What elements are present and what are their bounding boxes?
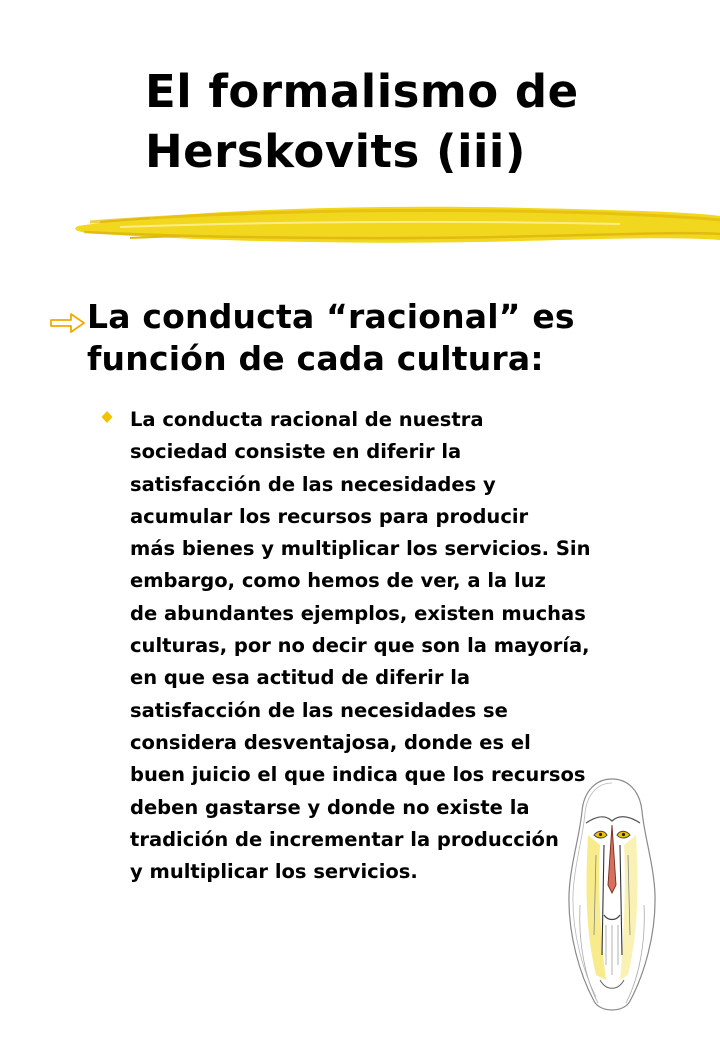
paragraph-line: embargo, como hemos de ver, a la luz <box>130 569 546 593</box>
hollow-arrow-icon <box>50 312 86 334</box>
diamond-bullet-icon <box>100 410 114 424</box>
paragraph-line: culturas, por no decir que son la mayoría, <box>130 634 590 658</box>
paragraph-line: en que esa actitud de diferir la <box>130 666 471 690</box>
paragraph-line: tradición de incrementar la producción <box>130 827 559 851</box>
main-point-line-1: La conducta “racional” es <box>87 297 575 336</box>
paragraph-line: de abundantes ejemplos, existen muchas <box>130 601 586 625</box>
title-line-1: El formalismo de <box>145 65 579 118</box>
paragraph-line: acumular los recursos para producir <box>130 504 529 528</box>
main-point-line-2: función de cada cultura: <box>87 339 544 378</box>
paragraph-line: deben gastarse y donde no existe la <box>130 795 530 819</box>
paragraph-line: sociedad consiste en diferir la <box>130 440 462 464</box>
main-point-text <box>87 296 707 380</box>
paragraph-line: más bienes y multiplicar los servicios. Sin <box>130 537 591 561</box>
african-mask-drawing <box>566 775 658 1020</box>
paragraph-line: buen juicio el que indica que los recursos <box>130 763 586 787</box>
slide-title <box>145 62 705 182</box>
paragraph-line: considera desventajosa, donde es el <box>130 730 531 754</box>
paragraph-line: La conducta racional de nuestra <box>130 408 484 431</box>
yellow-brush-stroke <box>60 196 720 256</box>
paragraph-line: y multiplicar los servicios. <box>130 860 418 884</box>
paragraph-line: satisfacción de las necesidades y <box>130 472 496 496</box>
title-line-2: Herskovits (iii) <box>145 125 526 178</box>
paragraph-line: satisfacción de las necesidades se <box>130 698 508 722</box>
